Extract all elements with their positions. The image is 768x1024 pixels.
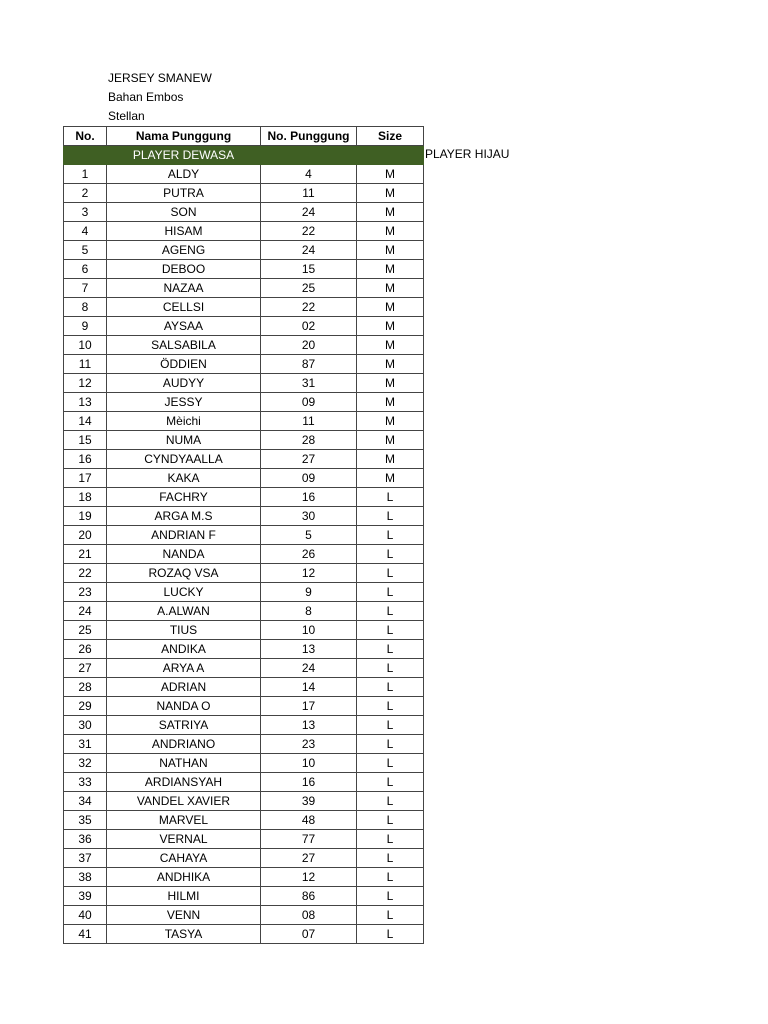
cell-no: 41 xyxy=(64,925,107,944)
cell-number: 87 xyxy=(261,355,357,374)
cell-name: ÖDDIEN xyxy=(107,355,261,374)
cell-name: ADRIAN xyxy=(107,678,261,697)
table-row xyxy=(64,469,424,488)
cell-no: 34 xyxy=(64,792,107,811)
cell-no: 28 xyxy=(64,678,107,697)
column-header-size: Size xyxy=(357,127,424,146)
cell-name: VERNAL xyxy=(107,830,261,849)
table-row xyxy=(64,640,424,659)
cell-name: ANDRIAN F xyxy=(107,526,261,545)
table-row xyxy=(64,830,424,849)
cell-no: 6 xyxy=(64,260,107,279)
cell-size: M xyxy=(357,450,424,469)
cell-number: 13 xyxy=(261,640,357,659)
cell-size: L xyxy=(357,887,424,906)
cell-name: LUCKY xyxy=(107,583,261,602)
cell-no: 37 xyxy=(64,849,107,868)
cell-no: 24 xyxy=(64,602,107,621)
cell-size: L xyxy=(357,925,424,944)
cell-no: 39 xyxy=(64,887,107,906)
cell-number: 02 xyxy=(261,317,357,336)
cell-number: 10 xyxy=(261,754,357,773)
cell-size: L xyxy=(357,545,424,564)
cell-size: L xyxy=(357,659,424,678)
cell-number: 27 xyxy=(261,450,357,469)
cell-number: 9 xyxy=(261,583,357,602)
cell-name: ROZAQ VSA xyxy=(107,564,261,583)
column-header-number: No. Punggung xyxy=(261,127,357,146)
sheet-title: JERSEY SMANEW xyxy=(108,71,212,85)
cell-no: 25 xyxy=(64,621,107,640)
table-row xyxy=(64,678,424,697)
cell-size: M xyxy=(357,412,424,431)
cell-name: VANDEL XAVIER xyxy=(107,792,261,811)
cell-name: ARYA A xyxy=(107,659,261,678)
cell-size: M xyxy=(357,184,424,203)
cell-number: 22 xyxy=(261,222,357,241)
cell-no: 26 xyxy=(64,640,107,659)
table-row xyxy=(64,279,424,298)
cell-size: M xyxy=(357,317,424,336)
cell-size: M xyxy=(357,374,424,393)
cell-name: JESSY xyxy=(107,393,261,412)
cell-size: M xyxy=(357,393,424,412)
cell-number: 10 xyxy=(261,621,357,640)
cell-size: L xyxy=(357,830,424,849)
cell-size: L xyxy=(357,868,424,887)
cell-size: L xyxy=(357,773,424,792)
cell-size: L xyxy=(357,716,424,735)
cell-name: AGENG xyxy=(107,241,261,260)
cell-name: TIUS xyxy=(107,621,261,640)
cell-name: NAZAA xyxy=(107,279,261,298)
table-row xyxy=(64,488,424,507)
table-row xyxy=(64,203,424,222)
cell-name: SATRIYA xyxy=(107,716,261,735)
cell-name: SON xyxy=(107,203,261,222)
table-row xyxy=(64,184,424,203)
table-row xyxy=(64,298,424,317)
cell-no: 3 xyxy=(64,203,107,222)
cell-name: CELLSI xyxy=(107,298,261,317)
cell-size: M xyxy=(357,260,424,279)
cell-number: 8 xyxy=(261,602,357,621)
cell-size: L xyxy=(357,906,424,925)
table-row xyxy=(64,735,424,754)
table-row xyxy=(64,260,424,279)
table-row xyxy=(64,659,424,678)
cell-number: 07 xyxy=(261,925,357,944)
table-row xyxy=(64,545,424,564)
cell-name: ALDY xyxy=(107,165,261,184)
cell-number: 77 xyxy=(261,830,357,849)
cell-no: 17 xyxy=(64,469,107,488)
cell-size: L xyxy=(357,640,424,659)
cell-no: 4 xyxy=(64,222,107,241)
table-row xyxy=(64,526,424,545)
cell-number: 24 xyxy=(261,659,357,678)
cell-no: 29 xyxy=(64,697,107,716)
cell-no: 23 xyxy=(64,583,107,602)
cell-number: 16 xyxy=(261,773,357,792)
cell-no: 20 xyxy=(64,526,107,545)
cell-number: 13 xyxy=(261,716,357,735)
cell-name: SALSABILA xyxy=(107,336,261,355)
cell-no: 13 xyxy=(64,393,107,412)
group-row xyxy=(64,146,424,165)
cell-number: 08 xyxy=(261,906,357,925)
table-row xyxy=(64,792,424,811)
cell-size: M xyxy=(357,298,424,317)
model-label: Stellan xyxy=(108,109,145,123)
cell-name: AUDYY xyxy=(107,374,261,393)
cell-name: NUMA xyxy=(107,431,261,450)
group-cell-no xyxy=(64,146,107,165)
cell-no: 21 xyxy=(64,545,107,564)
column-header-name: Nama Punggung xyxy=(107,127,261,146)
cell-no: 1 xyxy=(64,165,107,184)
player-table xyxy=(63,126,424,944)
cell-size: L xyxy=(357,564,424,583)
cell-size: M xyxy=(357,355,424,374)
table-row xyxy=(64,241,424,260)
cell-name: VENN xyxy=(107,906,261,925)
table-row xyxy=(64,355,424,374)
group-cell-number xyxy=(261,146,357,165)
cell-no: 11 xyxy=(64,355,107,374)
cell-size: L xyxy=(357,735,424,754)
cell-number: 26 xyxy=(261,545,357,564)
cell-no: 40 xyxy=(64,906,107,925)
cell-no: 7 xyxy=(64,279,107,298)
table-row xyxy=(64,431,424,450)
group-label: PLAYER DEWASA xyxy=(107,146,261,165)
cell-no: 14 xyxy=(64,412,107,431)
cell-name: A.ALWAN xyxy=(107,602,261,621)
cell-number: 12 xyxy=(261,564,357,583)
table-row xyxy=(64,450,424,469)
cell-size: M xyxy=(357,279,424,298)
cell-name: ANDIKA xyxy=(107,640,261,659)
table-row xyxy=(64,773,424,792)
cell-no: 31 xyxy=(64,735,107,754)
cell-number: 12 xyxy=(261,868,357,887)
cell-no: 30 xyxy=(64,716,107,735)
cell-size: M xyxy=(357,165,424,184)
cell-number: 48 xyxy=(261,811,357,830)
cell-size: L xyxy=(357,697,424,716)
cell-number: 14 xyxy=(261,678,357,697)
cell-size: L xyxy=(357,792,424,811)
table-row xyxy=(64,849,424,868)
material-label: Bahan Embos xyxy=(108,90,184,104)
cell-name: NANDA xyxy=(107,545,261,564)
table-row xyxy=(64,374,424,393)
cell-name: HILMI xyxy=(107,887,261,906)
cell-no: 19 xyxy=(64,507,107,526)
table-row xyxy=(64,412,424,431)
cell-number: 16 xyxy=(261,488,357,507)
table-row xyxy=(64,602,424,621)
table-row xyxy=(64,564,424,583)
cell-name: NATHAN xyxy=(107,754,261,773)
cell-no: 35 xyxy=(64,811,107,830)
table-row xyxy=(64,222,424,241)
table-row xyxy=(64,925,424,944)
cell-number: 15 xyxy=(261,260,357,279)
cell-number: 39 xyxy=(261,792,357,811)
cell-number: 23 xyxy=(261,735,357,754)
cell-no: 10 xyxy=(64,336,107,355)
cell-no: 18 xyxy=(64,488,107,507)
cell-number: 09 xyxy=(261,469,357,488)
cell-name: Mèichi xyxy=(107,412,261,431)
cell-number: 22 xyxy=(261,298,357,317)
cell-size: L xyxy=(357,621,424,640)
cell-name: MARVEL xyxy=(107,811,261,830)
cell-number: 24 xyxy=(261,203,357,222)
cell-size: L xyxy=(357,754,424,773)
table-row xyxy=(64,811,424,830)
cell-number: 25 xyxy=(261,279,357,298)
cell-no: 38 xyxy=(64,868,107,887)
table-row xyxy=(64,716,424,735)
cell-size: L xyxy=(357,583,424,602)
cell-name: ANDRIANO xyxy=(107,735,261,754)
cell-size: L xyxy=(357,811,424,830)
cell-name: ARGA M.S xyxy=(107,507,261,526)
cell-size: L xyxy=(357,849,424,868)
cell-number: 17 xyxy=(261,697,357,716)
table-row xyxy=(64,754,424,773)
cell-name: CAHAYA xyxy=(107,849,261,868)
cell-number: 30 xyxy=(261,507,357,526)
cell-number: 09 xyxy=(261,393,357,412)
cell-size: L xyxy=(357,488,424,507)
cell-size: L xyxy=(357,507,424,526)
table-row xyxy=(64,507,424,526)
cell-name: DEBOO xyxy=(107,260,261,279)
cell-name: FACHRY xyxy=(107,488,261,507)
cell-size: M xyxy=(357,222,424,241)
cell-no: 32 xyxy=(64,754,107,773)
table-row xyxy=(64,393,424,412)
cell-name: ARDIANSYAH xyxy=(107,773,261,792)
cell-no: 33 xyxy=(64,773,107,792)
cell-no: 36 xyxy=(64,830,107,849)
table-row xyxy=(64,583,424,602)
table-row xyxy=(64,621,424,640)
cell-number: 5 xyxy=(261,526,357,545)
cell-no: 12 xyxy=(64,374,107,393)
cell-size: M xyxy=(357,336,424,355)
cell-name: TASYA xyxy=(107,925,261,944)
cell-no: 16 xyxy=(64,450,107,469)
cell-size: L xyxy=(357,526,424,545)
cell-no: 8 xyxy=(64,298,107,317)
cell-name: PUTRA xyxy=(107,184,261,203)
cell-number: 20 xyxy=(261,336,357,355)
cell-size: M xyxy=(357,469,424,488)
header-row xyxy=(64,127,424,146)
cell-size: M xyxy=(357,431,424,450)
table-row xyxy=(64,697,424,716)
table-row xyxy=(64,887,424,906)
cell-no: 27 xyxy=(64,659,107,678)
table-row xyxy=(64,317,424,336)
cell-no: 15 xyxy=(64,431,107,450)
table-row xyxy=(64,906,424,925)
cell-number: 86 xyxy=(261,887,357,906)
cell-number: 4 xyxy=(261,165,357,184)
group-cell-size xyxy=(357,146,424,165)
table-row xyxy=(64,336,424,355)
cell-name: CYNDYAALLA xyxy=(107,450,261,469)
cell-size: L xyxy=(357,602,424,621)
cell-number: 31 xyxy=(261,374,357,393)
cell-size: M xyxy=(357,241,424,260)
cell-size: L xyxy=(357,678,424,697)
cell-number: 27 xyxy=(261,849,357,868)
cell-name: HISAM xyxy=(107,222,261,241)
cell-name: AYSAA xyxy=(107,317,261,336)
table-row xyxy=(64,868,424,887)
cell-no: 22 xyxy=(64,564,107,583)
cell-no: 5 xyxy=(64,241,107,260)
cell-no: 9 xyxy=(64,317,107,336)
table-row xyxy=(64,165,424,184)
cell-name: ANDHIKA xyxy=(107,868,261,887)
cell-number: 11 xyxy=(261,412,357,431)
cell-no: 2 xyxy=(64,184,107,203)
column-header-no: No. xyxy=(64,127,107,146)
cell-name: KAKA xyxy=(107,469,261,488)
cell-number: 11 xyxy=(261,184,357,203)
side-note: PLAYER HIJAU xyxy=(425,147,510,161)
cell-number: 24 xyxy=(261,241,357,260)
cell-name: NANDA O xyxy=(107,697,261,716)
cell-size: M xyxy=(357,203,424,222)
cell-number: 28 xyxy=(261,431,357,450)
